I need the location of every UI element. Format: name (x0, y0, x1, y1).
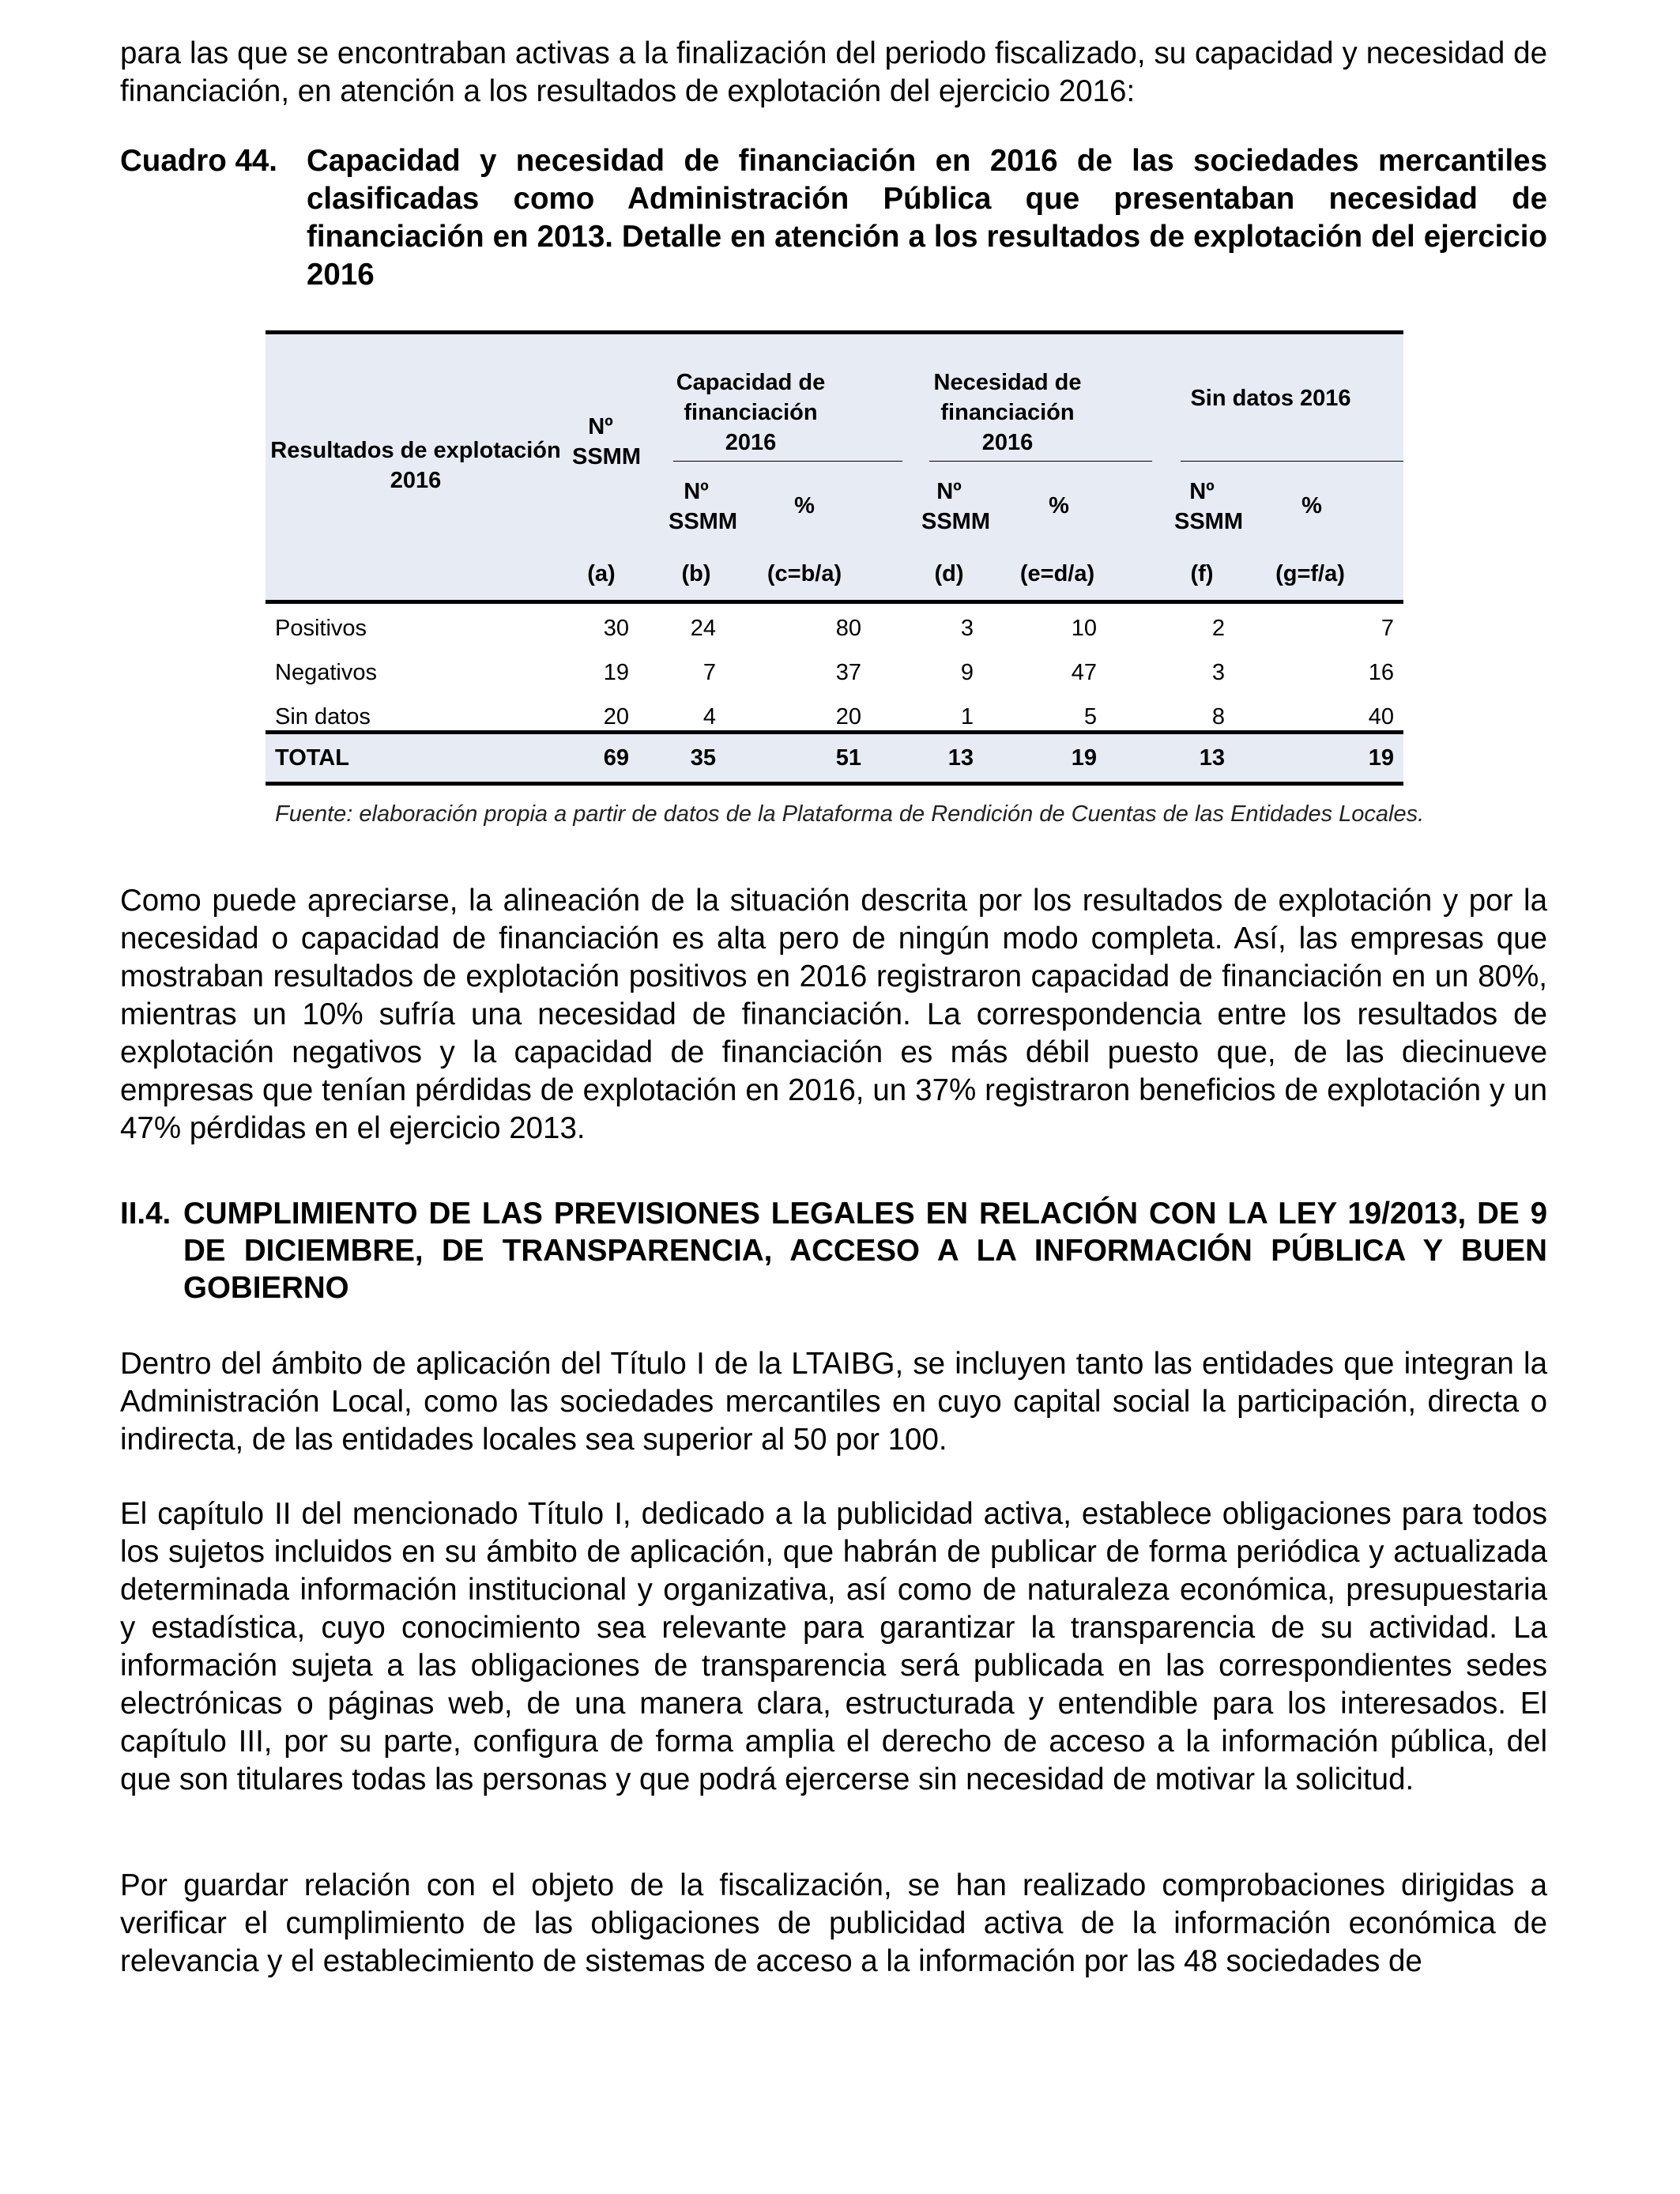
header-group-sin-datos: Sin datos 2016 (1190, 386, 1351, 411)
cell-c: 37 (835, 660, 861, 685)
cell-b: 24 (690, 616, 716, 641)
table-body (266, 604, 1403, 730)
header-sub-n-b: Nº SSMM (669, 479, 737, 534)
cell-a: 20 (603, 704, 629, 729)
cell-g: 16 (1368, 660, 1394, 685)
table-total-row (266, 730, 1403, 786)
section-heading-title: CUMPLIMIENTO DE LAS PREVISIONES LEGALES EN RELACIÓN CON LA LEY 19/2013, DE 9 DE DICIEMBRE, DE TRANSPARENCIA, ACCESO A LA INFORMACIÓN PÚBLICA Y BUEN GOBIERNO (183, 1197, 1547, 1305)
section-heading-number: II.4. (120, 1197, 171, 1231)
header-sub-pct-g: % (1301, 493, 1322, 518)
table-caption-number: Cuadro 44. (120, 144, 277, 178)
cell-f: 2 (1211, 616, 1225, 641)
paragraph-publicidad-activa: El capítulo II del mencionado Título I, dedicado a la publicidad activa, establece obligaciones para todos los sujetos incluidos en su ámbito de aplicación, que habrán de publicar de forma periódica y actualizada determinada información institucional y organizativa, así como de naturaleza económica, presupuestaria y estadística, cuyo conocimiento sea relevante para garantizar la transparencia de su actividad. La información sujeta a las obligaciones de transparencia será publicada en las correspondientes sedes electrónicas o páginas web, de una manera clara, estructurada y entendible para los interesados. El capítulo III, por su parte, configura de forma amplia el derecho de acceso a la información pública, del que son titulares todas las personas y que podrá ejercerse sin necesidad de motivar la solicitud. (120, 1497, 1547, 1796)
total-f: 13 (1199, 745, 1225, 771)
table-row (266, 651, 1403, 694)
header-code-f: (f) (1190, 561, 1214, 586)
total-label: TOTAL (275, 745, 349, 771)
cell-d: 1 (960, 704, 974, 729)
row-label: Sin datos (275, 704, 371, 729)
total-b: 35 (690, 745, 716, 771)
section-heading (120, 1195, 1547, 1306)
cell-b: 7 (703, 660, 716, 685)
table-caption (120, 142, 1547, 294)
cell-a: 19 (603, 660, 629, 685)
total-e: 19 (1071, 745, 1097, 771)
cell-c: 80 (835, 616, 861, 641)
cell-f: 8 (1211, 704, 1225, 729)
cell-c: 20 (835, 704, 861, 729)
cell-d: 9 (960, 660, 974, 685)
header-code-a: (a) (587, 561, 616, 586)
cell-f: 3 (1211, 660, 1225, 685)
total-g: 19 (1368, 745, 1394, 771)
data-table (266, 330, 1403, 786)
table-caption-title: Capacidad y necesidad de financiación en 2016 de las sociedades mercantiles clasificadas como Administración Pública que presentaban necesidad de financiación en 2013. Detalle en atención a los resultados de explotación del ejercicio 2016 (307, 144, 1547, 292)
header-sub-pct-e: % (1049, 493, 1069, 518)
row-label: Negativos (275, 660, 377, 685)
table-row (266, 607, 1403, 650)
header-code-g: (g=f/a) (1275, 561, 1345, 586)
cell-e: 10 (1071, 616, 1097, 641)
cell-e: 47 (1071, 660, 1097, 685)
group-rule-necesidad (929, 461, 1152, 462)
header-sub-n-d: Nº SSMM (921, 479, 990, 534)
table-header (266, 330, 1403, 604)
cell-e: 5 (1083, 704, 1097, 729)
cell-g: 7 (1381, 616, 1394, 641)
cell-a: 30 (603, 616, 629, 641)
header-sub-pct-c: % (794, 493, 815, 518)
total-c: 51 (835, 745, 861, 771)
cell-d: 3 (960, 616, 974, 641)
cell-b: 4 (703, 704, 716, 729)
header-code-d: (d) (934, 561, 964, 586)
header-code-c: (c=b/a) (767, 561, 842, 586)
table-source-note: Fuente: elaboración propia a partir de datos de la Plataforma de Rendición de Cuentas de las Entidades Locales. (275, 801, 1425, 827)
header-group-necesidad: Necesidad de financiación 2016 (933, 370, 1082, 455)
header-sub-n-f: Nº SSMM (1174, 479, 1243, 534)
header-code-b: (b) (681, 561, 711, 586)
cell-g: 40 (1368, 704, 1394, 729)
analysis-paragraph: Como puede apreciarse, la alineación de la situación descrita por los resultados de explotación y por la necesidad o capacidad de financiación es alta pero de ningún modo completa. Así, las empresas que mostraban resultados de explotación positivos en 2016 registraron capacidad de financiación en un 80%, mientras un 10% sufría una necesidad de financiación. La correspondencia entre los resultados de explotación negativos y la capacidad de financiación es más débil puesto que, de las diecinueve empresas que tenían pérdidas de explotación en 2016, un 37% registraron beneficios de explotación y un 47% pérdidas en el ejercicio 2013. (120, 884, 1547, 1145)
header-group-capacidad: Capacidad de financiación 2016 (676, 370, 826, 455)
intro-paragraph: para las que se encontraban activas a la finalización del periodo fiscalizado, su capacidad y necesidad de financiación, en atención a los resultados de explotación del ejercicio 2016: (120, 36, 1547, 108)
total-a: 69 (603, 745, 629, 771)
paragraph-comprobaciones: Por guardar relación con el objeto de la fiscalización, se han realizado comprobaciones dirigidas a verificar el cumplimiento de las obligaciones de publicidad activa de la información económica de relevancia y el establecimiento de sistemas de acceso a la información por las 48 sociedades de (120, 1868, 1547, 1978)
group-rule-capacidad (673, 461, 902, 462)
total-d: 13 (947, 745, 974, 771)
row-label: Positivos (275, 616, 367, 641)
group-rule-sin-datos (1181, 461, 1403, 462)
paragraph-ltaibg-scope: Dentro del ámbito de aplicación del Título I de la LTAIBG, se incluyen tanto las entidades que integran la Administración Local, como las sociedades mercantiles en cuyo capital social la participación, directa o indirecta, de las entidades locales sea superior al 50 por 100. (120, 1347, 1547, 1457)
header-code-e: (e=d/a) (1019, 561, 1095, 586)
header-row-label: Resultados de explotación 2016 (270, 438, 561, 493)
header-n-ssmm: Nº SSMM (572, 414, 641, 469)
